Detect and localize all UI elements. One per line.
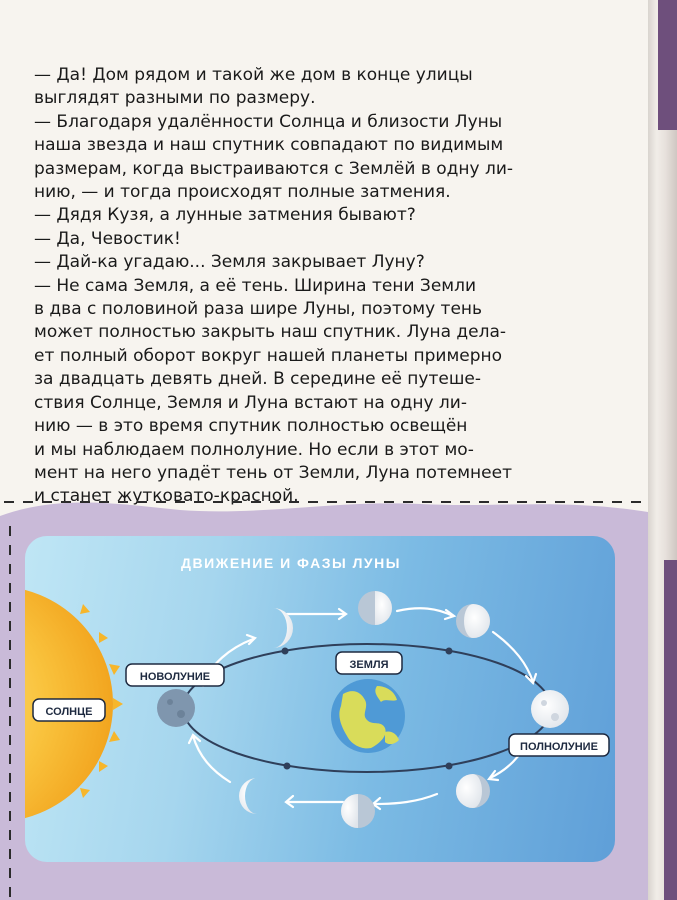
- text-line: за двадцать девять дней. В середине её путеше-: [34, 369, 481, 390]
- full-moon-label: [509, 734, 609, 756]
- text-line: выглядят разными по размеру.: [34, 88, 316, 109]
- new-moon-label: [126, 664, 224, 686]
- text-line: нию — в это время спутник полностью освещён: [34, 416, 468, 437]
- text-line: ствия Солнце, Земля и Луна встают на одну ли-: [34, 392, 467, 413]
- text-line: в два с половиной раза шире Луны, поэтому тень: [34, 299, 483, 320]
- page-edge-cover: [658, 0, 677, 130]
- text-line: — Благодаря удалённости Солнца и близости Луны: [34, 111, 503, 132]
- gibbous-moon-icon: [456, 604, 490, 638]
- quarter-moon-icon: [358, 591, 392, 625]
- new-moon-icon: [157, 689, 195, 727]
- crescent-moon-icon: [239, 778, 257, 814]
- text-line: — Да! Дом рядом и такой же дом в конце улицы: [34, 65, 473, 85]
- story-text: [34, 64, 630, 509]
- page-edge-cover: [664, 560, 677, 900]
- gibbous-moon-icon: [456, 774, 490, 808]
- text-line: — Да, Чевостик!: [34, 228, 181, 249]
- moon-phases-diagram: [25, 536, 615, 862]
- diagram-title: ДВИЖЕНИЕ И ФАЗЫ ЛУНЫ: [181, 555, 401, 571]
- text-line: мент на него упадёт тень от Земли, Луна потемнеет: [34, 462, 512, 483]
- earth-label: [336, 652, 402, 674]
- quarter-moon-icon: [341, 794, 375, 828]
- full-moon-icon: [531, 690, 569, 728]
- text-line: и мы наблюдаем полнолуние. Но если в этот мо-: [34, 439, 474, 460]
- text-line: наша звезда и наш спутник совпадают по видимым: [34, 135, 504, 156]
- full-moon-label-text: ПОЛНОЛУНИЕ: [520, 741, 598, 753]
- earth-label-text: ЗЕМЛЯ: [349, 659, 389, 671]
- text-line: и станет жутковато-красной.: [34, 486, 299, 507]
- new-moon-label-text: НОВОЛУНИЕ: [139, 671, 211, 683]
- text-line: размерам, когда выстраиваются с Землёй в одну ли-: [34, 158, 514, 179]
- sun-label-text: СОЛНЦЕ: [45, 706, 93, 718]
- earth-icon: [331, 679, 405, 753]
- sun-label: [33, 699, 105, 721]
- text-line: — Дай-ка угадаю... Земля закрывает Луну?: [34, 252, 425, 273]
- text-line: нию, — и тогда происходят полные затмения.: [34, 182, 451, 203]
- text-line: — Дядя Кузя, а лунные затмения бывают?: [34, 205, 416, 226]
- text-line: может полностью закрыть наш спутник. Луна дела-: [34, 322, 507, 343]
- diagram-art: [25, 536, 615, 862]
- text-line: ет полный оборот вокруг нашей планеты примерно: [34, 345, 503, 366]
- text-line: — Не сама Земля, а её тень. Ширина тени Земли: [34, 275, 477, 296]
